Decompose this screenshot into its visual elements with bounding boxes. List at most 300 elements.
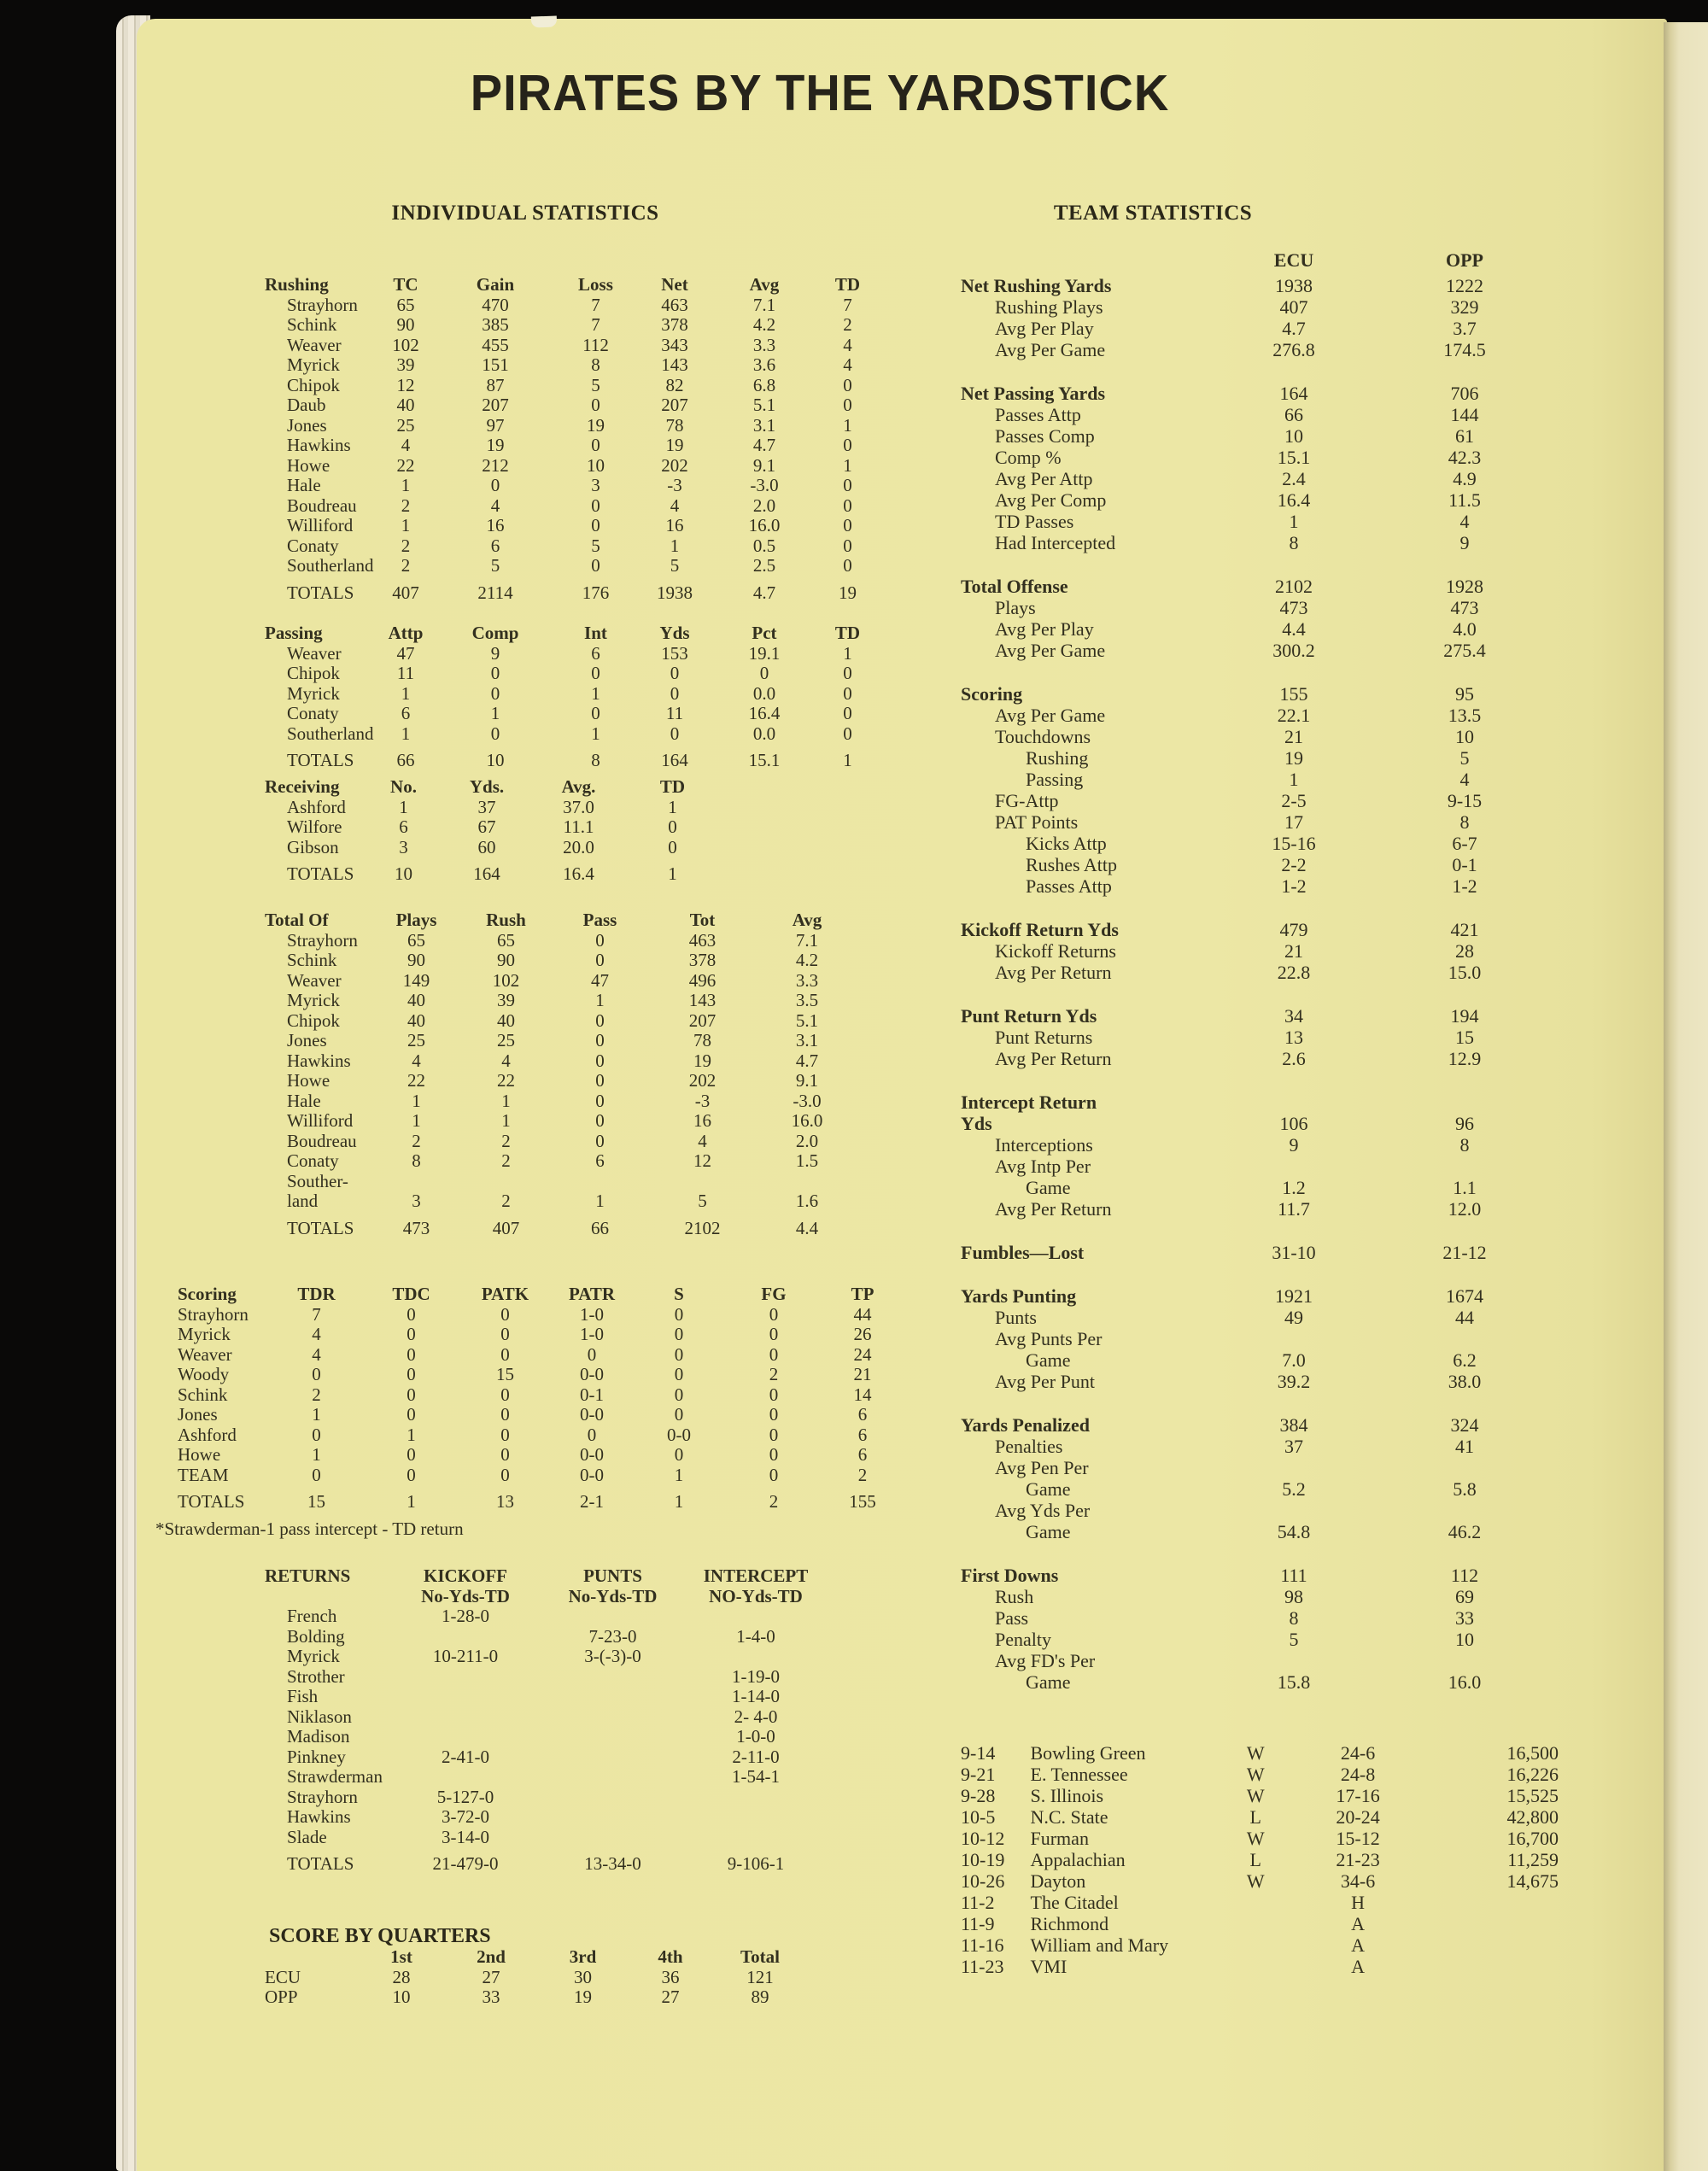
- table-cell: TOTALS: [287, 750, 354, 770]
- table-cell: 16.4: [748, 703, 781, 723]
- table-row: [178, 1485, 905, 1513]
- table-cell: 0: [843, 494, 852, 516]
- table-row: [265, 1687, 824, 1707]
- table-cell: 5: [670, 555, 680, 576]
- table-cell: 378: [688, 950, 717, 970]
- ecu-cell: 15.8: [1277, 1671, 1311, 1693]
- column-header: Attp: [388, 623, 424, 643]
- table-cell: 28: [392, 1966, 411, 1987]
- table-cell: 5.1: [752, 395, 776, 415]
- opponent-cell: Appalachian: [1030, 1849, 1126, 1870]
- table-cell: 0: [595, 1030, 605, 1050]
- result-cell: L: [1249, 1849, 1261, 1870]
- label-cell: Avg Intp Per: [995, 1156, 1091, 1177]
- table-cell: 3.5: [795, 990, 819, 1010]
- score-cell: A: [1351, 1934, 1365, 1956]
- table-cell: 19: [838, 582, 857, 603]
- ecu-cell: 66: [1284, 404, 1303, 425]
- table-cell: 6: [595, 1150, 605, 1171]
- table-cell: Boudreau: [287, 1130, 357, 1151]
- table-row: [265, 1051, 854, 1072]
- opp-cell: 275.4: [1443, 640, 1486, 661]
- table-row: [265, 1647, 824, 1667]
- date-cell: 10-19: [961, 1849, 1005, 1870]
- opp-cell: 1-2: [1452, 875, 1477, 897]
- score-cell: A: [1351, 1956, 1365, 1977]
- att-cell: 16,700: [1506, 1828, 1559, 1849]
- opponent-cell: The Citadel: [1030, 1892, 1119, 1913]
- table-cell: 2: [769, 1364, 779, 1384]
- score-cell: A: [1351, 1913, 1365, 1934]
- table-cell: 2- 4-0: [734, 1706, 778, 1727]
- page-title: PIRATES BY THE YARDSTICK: [470, 64, 1170, 121]
- label-cell: Passes Attp: [995, 404, 1081, 425]
- table-cell: 1: [401, 475, 411, 495]
- table-cell: 0: [591, 515, 600, 535]
- table-cell: 207: [688, 1009, 717, 1031]
- date-cell: 11-2: [961, 1892, 995, 1913]
- table-cell: 27: [661, 1987, 680, 2007]
- table-cell: 385: [482, 314, 509, 335]
- column-header: RETURNS: [265, 1565, 351, 1586]
- table-cell: TEAM: [178, 1464, 229, 1485]
- table-cell: 0: [500, 1464, 510, 1485]
- table-cell: 0: [595, 929, 605, 951]
- table-cell: 22: [497, 1070, 515, 1091]
- table-cell: 10: [586, 454, 605, 476]
- opp-cell: 5: [1459, 747, 1470, 769]
- table-cell: 1: [674, 1464, 684, 1485]
- table-cell: 0: [769, 1343, 779, 1365]
- table-row: [265, 1071, 854, 1091]
- table-cell: 0: [407, 1324, 416, 1344]
- opp-cell: 8: [1459, 1134, 1470, 1156]
- ecu-cell: 111: [1280, 1565, 1307, 1586]
- opp-cell: 15: [1455, 1027, 1474, 1048]
- result-cell: W: [1246, 1870, 1265, 1892]
- table-cell: 7: [312, 1303, 321, 1325]
- table-cell: 0: [670, 682, 680, 704]
- ecu-cell: 1938: [1275, 275, 1313, 296]
- table-cell: 26: [853, 1324, 872, 1344]
- team-stat-row: [961, 1285, 1559, 1307]
- label-cell: Passes Attp: [1026, 875, 1112, 897]
- table-cell: Strayhorn: [178, 1303, 249, 1325]
- team-stat-row: [961, 1629, 1559, 1650]
- table-cell: 0: [407, 1303, 416, 1325]
- opponent-cell: Furman: [1030, 1828, 1089, 1849]
- table-row: [178, 1405, 905, 1425]
- column-header: TD: [834, 274, 861, 295]
- table-cell: Jones: [287, 414, 327, 436]
- table-cell: ECU: [265, 1966, 301, 1987]
- ecu-cell: 10: [1284, 425, 1303, 447]
- header-row: [265, 1566, 824, 1587]
- table-row: [265, 1968, 807, 1988]
- table-cell: Conaty: [287, 535, 339, 556]
- table-cell: 14: [853, 1384, 872, 1405]
- column-header: No-Yds-TD: [568, 1585, 658, 1606]
- opp-cell: 144: [1450, 404, 1479, 425]
- table-cell: 1-4-0: [736, 1625, 775, 1647]
- table-cell: [538, 1606, 687, 1627]
- table-cell: 3-72-0: [442, 1806, 489, 1827]
- table-row: [265, 1091, 854, 1112]
- table-cell: 0: [674, 1444, 684, 1465]
- table-cell: 0: [843, 682, 852, 704]
- table-cell: 0: [587, 1424, 597, 1445]
- table-cell: 4.7: [752, 435, 776, 455]
- table-cell: 19: [693, 1050, 711, 1071]
- label-cell: Punts: [995, 1307, 1037, 1328]
- table-cell: Conaty: [287, 1150, 339, 1171]
- table-cell: [393, 1627, 538, 1647]
- team-stat-row: [961, 1478, 1559, 1500]
- table-cell: 4: [490, 494, 500, 516]
- team-stat-row: [961, 1349, 1559, 1371]
- result-cell: W: [1246, 1828, 1265, 1849]
- table-cell: 0: [674, 1324, 684, 1344]
- table-cell: 40: [396, 395, 415, 415]
- team-stat-row: [961, 726, 1559, 747]
- column-header: FG: [761, 1284, 787, 1304]
- table-row: [265, 971, 854, 992]
- result-cell: [1219, 1956, 1292, 1977]
- opp-cell: 38.0: [1448, 1371, 1482, 1392]
- team-stat-row: [961, 1607, 1559, 1629]
- team-stat-row: [961, 769, 1559, 790]
- label-cell: Penalties: [995, 1436, 1063, 1457]
- table-cell: 5: [698, 1191, 707, 1211]
- column-header: TDC: [392, 1284, 430, 1304]
- table-cell: 463: [661, 294, 688, 315]
- label-cell: Avg FD's Per: [995, 1650, 1096, 1671]
- table-cell: 102: [392, 334, 419, 355]
- next-page-edge: [1664, 22, 1708, 2171]
- team-stat-row: [961, 919, 1559, 940]
- table-cell: 0: [595, 1009, 605, 1031]
- column-header: S: [674, 1284, 684, 1304]
- table-cell: TOTALS: [287, 1217, 354, 1238]
- table-row: [265, 1727, 824, 1747]
- table-cell: 16: [665, 515, 684, 535]
- table-cell: 0: [674, 1384, 684, 1405]
- table-cell: [538, 1707, 687, 1728]
- returns-table: [265, 1566, 824, 1875]
- opp-column-header: OPP: [1446, 249, 1483, 271]
- table-cell: 66: [591, 1217, 609, 1238]
- table-cell: Ashford: [287, 796, 346, 817]
- table-cell: 143: [661, 354, 688, 375]
- column-header: Total Of: [265, 910, 329, 930]
- table-cell: Chipok: [287, 663, 340, 683]
- game-row: [961, 1913, 1559, 1934]
- table-cell: 6.8: [752, 374, 776, 395]
- table-cell: 25: [396, 414, 415, 436]
- table-cell: [376, 1172, 457, 1192]
- opp-cell: 706: [1450, 383, 1479, 404]
- table-cell: 0: [769, 1464, 779, 1485]
- table-cell: 37.0: [563, 796, 594, 817]
- team-stat-row: [961, 790, 1559, 811]
- table-row: [178, 1385, 905, 1406]
- table-cell: 0: [843, 535, 852, 556]
- games-results-list: [961, 1742, 1559, 1977]
- table-cell: Myrick: [287, 682, 340, 704]
- table-cell: Myrick: [287, 1646, 340, 1666]
- opp-cell: 28: [1455, 940, 1474, 962]
- label-cell: FG-Attp: [995, 790, 1059, 811]
- label-cell: Game: [1026, 1521, 1071, 1542]
- team-stat-row: [961, 532, 1559, 553]
- column-header: 3rd: [569, 1946, 597, 1967]
- game-row: [961, 1934, 1559, 1956]
- column-header: [265, 1587, 393, 1607]
- table-cell: 10-211-0: [432, 1646, 499, 1666]
- ecu-cell: 2-2: [1281, 854, 1307, 875]
- table-cell: 3: [399, 836, 408, 857]
- ecu-cell: 4.4: [1282, 618, 1306, 640]
- opp-cell: 329: [1450, 296, 1479, 318]
- game-row: [961, 1764, 1559, 1785]
- table-cell: 0: [759, 663, 769, 683]
- opp-cell: [1371, 1091, 1559, 1113]
- opp-cell: [1371, 1156, 1559, 1177]
- ecu-cell: 164: [1279, 383, 1308, 404]
- column-header: Pct: [752, 623, 777, 643]
- table-row: [265, 724, 877, 745]
- table-cell: 33: [482, 1987, 500, 2007]
- column-header: Receiving: [265, 776, 340, 797]
- label-cell: Passing: [1026, 769, 1084, 790]
- table-cell: 473: [402, 1217, 430, 1238]
- ecu-cell: 106: [1279, 1113, 1308, 1134]
- table-cell: 1-0: [580, 1324, 604, 1344]
- table-cell: OPP: [265, 1987, 298, 2007]
- table-cell: 143: [688, 990, 717, 1010]
- table-cell: 0: [591, 494, 600, 516]
- label-cell: Game: [1026, 1349, 1071, 1371]
- table-cell: 0: [843, 663, 852, 683]
- column-header: 2nd: [477, 1946, 506, 1967]
- table-row: [265, 1151, 854, 1172]
- table-cell: 5-127-0: [436, 1786, 494, 1807]
- team-stat-row: [961, 811, 1559, 833]
- table-cell: 25: [407, 1030, 425, 1050]
- label-cell: Rushes Attp: [1026, 854, 1117, 875]
- table-cell: 22: [396, 454, 415, 476]
- label-cell: Avg Pen Per: [995, 1457, 1089, 1478]
- table-row: [265, 536, 877, 557]
- table-row: [265, 817, 722, 838]
- header-row: [265, 623, 877, 644]
- ecu-cell: 22.1: [1277, 705, 1311, 726]
- table-cell: Hawkins: [287, 1806, 351, 1827]
- table-cell: 0: [843, 703, 852, 723]
- table-cell: 0: [674, 1343, 684, 1365]
- opp-cell: 44: [1455, 1307, 1474, 1328]
- table-cell: [645, 1172, 760, 1192]
- table-row: [265, 336, 877, 356]
- table-cell: 0: [312, 1364, 321, 1384]
- table-cell: 4: [698, 1130, 707, 1151]
- table-cell: 3: [591, 475, 600, 495]
- opponent-cell: Bowling Green: [1030, 1742, 1146, 1764]
- opp-cell: 112: [1450, 1565, 1479, 1586]
- score-cell: 24-6: [1340, 1742, 1376, 1764]
- table-cell: 121: [746, 1966, 774, 1987]
- opp-cell: 10: [1455, 1629, 1474, 1650]
- opp-cell: 324: [1450, 1414, 1479, 1436]
- table-cell: 0: [591, 703, 600, 723]
- table-cell: 1: [407, 1424, 416, 1445]
- passing-table: [265, 623, 877, 771]
- table-row: [265, 1011, 854, 1032]
- date-cell: 9-28: [961, 1785, 996, 1806]
- table-cell: Weaver: [178, 1343, 232, 1365]
- table-cell: 0: [595, 1090, 605, 1111]
- table-cell: 60: [477, 836, 496, 857]
- label-cell: Kickoff Return Yds: [961, 919, 1119, 940]
- opp-cell: 46.2: [1448, 1521, 1482, 1542]
- game-row: [961, 1892, 1559, 1913]
- ecu-cell: 21: [1284, 940, 1303, 962]
- table-cell: 7: [591, 294, 600, 315]
- opp-cell: 8: [1459, 811, 1470, 833]
- table-cell: -3: [694, 1090, 711, 1111]
- opponent-cell: VMI: [1030, 1956, 1068, 1977]
- table-cell: 7.1: [795, 929, 819, 951]
- column-header: Loss: [578, 274, 613, 295]
- table-cell: Weaver: [287, 334, 342, 355]
- table-cell: 153: [661, 642, 688, 664]
- table-row: [265, 296, 877, 316]
- table-row: [265, 951, 854, 971]
- table-cell: 2-11-0: [732, 1746, 780, 1767]
- column-header: Total: [740, 1946, 780, 1967]
- team-stat-row: [961, 1371, 1559, 1392]
- table-cell: 87: [486, 374, 505, 395]
- table-cell: 66: [396, 750, 415, 770]
- table-cell: 3.3: [752, 334, 776, 355]
- label-cell: Avg Per Play: [995, 318, 1094, 339]
- opp-cell: 4.9: [1453, 468, 1477, 489]
- team-stat-row: [961, 597, 1559, 618]
- column-header: Avg.: [561, 776, 596, 797]
- ecu-cell: 19: [1284, 747, 1303, 769]
- team-stat-row: [961, 511, 1559, 532]
- table-row: [265, 1847, 824, 1875]
- ecu-cell: 98: [1284, 1586, 1303, 1607]
- table-cell: Southerland: [287, 723, 374, 744]
- table-cell: 1: [595, 990, 605, 1010]
- table-cell: 5: [591, 374, 600, 395]
- table-cell: 2102: [684, 1217, 721, 1238]
- att-cell: [1424, 1892, 1559, 1913]
- score-cell: 15-12: [1336, 1828, 1380, 1849]
- column-header: Passing: [265, 623, 323, 643]
- table-cell: Strayhorn: [287, 294, 358, 315]
- label-cell: TD Passes: [995, 511, 1074, 532]
- table-cell: 0: [591, 435, 600, 455]
- table-cell: 10: [395, 863, 412, 884]
- table-row: [265, 315, 877, 336]
- team-stat-row: [961, 1565, 1559, 1586]
- table-cell: 0: [500, 1343, 510, 1365]
- column-header: NO-Yds-TD: [709, 1585, 803, 1606]
- att-cell: 11,259: [1507, 1849, 1559, 1870]
- table-cell: 0: [407, 1404, 416, 1425]
- table-cell: 8: [591, 354, 600, 375]
- table-cell: 0: [769, 1384, 779, 1405]
- table-cell: 2: [412, 1130, 421, 1151]
- team-stat-row: [961, 404, 1559, 425]
- table-row: [265, 376, 877, 396]
- table-row: [265, 684, 877, 705]
- label-cell: Comp %: [995, 447, 1062, 468]
- table-cell: [538, 1788, 687, 1808]
- table-cell: 0: [843, 555, 852, 576]
- ecu-cell: 2.4: [1282, 468, 1306, 489]
- table-cell: 1-0-0: [736, 1726, 775, 1747]
- table-cell: [538, 1667, 687, 1688]
- table-cell: [538, 1807, 687, 1828]
- team-stat-row: [961, 468, 1559, 489]
- label-cell: Kicks Attp: [1026, 833, 1107, 854]
- table-row: [265, 664, 877, 684]
- label-cell: Avg Punts Per: [995, 1328, 1103, 1349]
- table-cell: 2-41-0: [442, 1746, 489, 1767]
- table-cell: 6: [857, 1404, 868, 1425]
- ecu-cell: 22.8: [1277, 962, 1311, 983]
- table-cell: 112: [582, 334, 609, 355]
- receiving-table: [265, 777, 722, 885]
- table-cell: 0: [591, 663, 600, 683]
- table-cell: 1.6: [795, 1191, 819, 1211]
- individual-statistics-heading: INDIVIDUAL STATISTICS: [391, 202, 659, 225]
- table-cell: Hawkins: [287, 1050, 351, 1071]
- table-cell: [393, 1707, 538, 1728]
- table-row: [265, 1172, 854, 1192]
- table-cell: 2: [501, 1191, 511, 1211]
- game-row: [961, 1742, 1559, 1764]
- team-stat-row: [961, 275, 1559, 296]
- team-stat-row: [961, 425, 1559, 447]
- table-cell: Schink: [178, 1384, 228, 1405]
- table-cell: 40: [497, 1009, 515, 1031]
- table-row: [265, 1212, 854, 1239]
- opponent-cell: N.C. State: [1030, 1806, 1108, 1828]
- table-cell: [457, 1172, 555, 1192]
- date-cell: 9-21: [961, 1764, 996, 1785]
- table-cell: 1: [412, 1110, 421, 1131]
- table-cell: [538, 1747, 687, 1768]
- ecu-cell: 1-2: [1281, 875, 1307, 897]
- label-cell: Passes Comp: [995, 425, 1095, 447]
- table-cell: 3.3: [795, 969, 819, 991]
- label-cell: Avg Yds Per: [995, 1500, 1091, 1521]
- team-stat-row: [961, 1156, 1559, 1177]
- table-cell: 2.0: [795, 1130, 819, 1151]
- table-cell: 1-19-0: [732, 1665, 780, 1687]
- table-cell: 6: [857, 1424, 868, 1445]
- table-row: [265, 991, 854, 1011]
- table-cell: 1: [401, 515, 411, 535]
- table-row: [265, 436, 877, 456]
- table-cell: [538, 1767, 687, 1788]
- table-cell: 0: [595, 1110, 605, 1131]
- table-cell: 3-14-0: [442, 1826, 489, 1847]
